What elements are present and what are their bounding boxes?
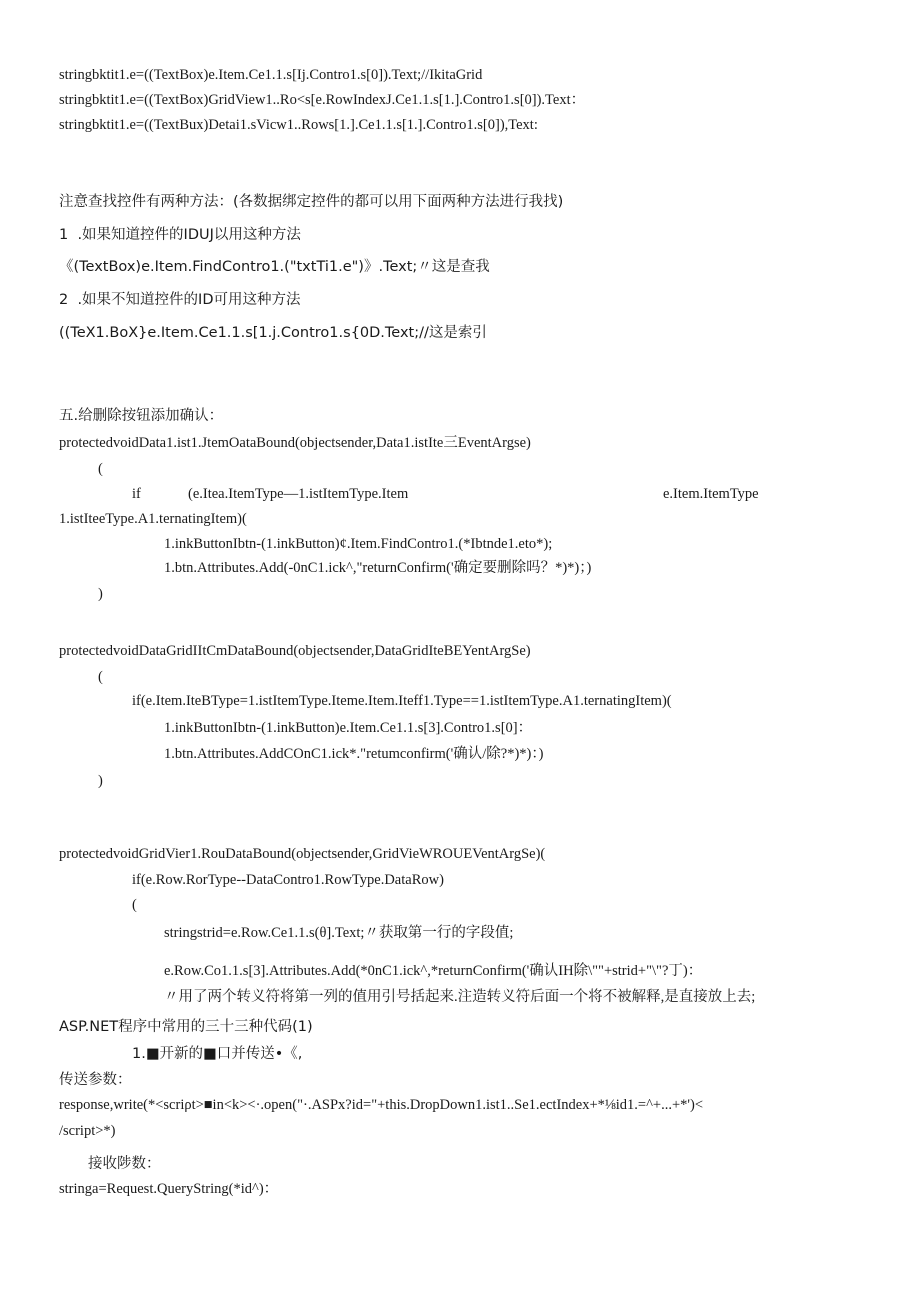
label-text: 接收陟数： (88, 1156, 161, 1172)
code-line: e.Row.Co1.1.s[3].Attributes.Add(*0nC1.ick^,*returnConfirm('确认IH除\""+strid+"\"?丁)： (164, 963, 703, 979)
section-heading: 五.给删除按钮添加确认： (59, 408, 224, 424)
code-line: response,write(*<scriρt>■in<k><·.open("·.ASPx?id="+this.DropDown1.ist1..Se1.ectIndex+*⅛id1.=^+...+*')< (59, 1097, 704, 1113)
code-line: if(e.Item.IteBType=1.istItemType.Iteme.Item.Iteff1.Type==1.istItemType.A1.ternatingItem)( (132, 693, 672, 709)
list-item: 1.■开新的■口并传送•《, (132, 1046, 303, 1062)
code-line: 1.istIteeType.A1.ternatingItem)( (59, 511, 247, 527)
code-line: 1.inkButtonIbtn-(1.inkButton)e.Item.Ce1.1.s[3].Contro1.s[0]： (164, 720, 533, 736)
code-line: protectedvoidDataGridIItCmDataBound(objectsender,DataGridIteBEYentArgSe) (59, 643, 531, 659)
code-line: ( (132, 897, 137, 913)
label-text: 传送参数： (59, 1072, 132, 1088)
code-line: ) (98, 773, 103, 789)
code-line: protectedvoidGridVier1.RouDataBound(objectsender,GridVieWROUEVentArgSe)( (59, 846, 546, 862)
code-comment: 〃用了两个转义符将第一列的值用引号括起来.注造转义符后面一个将不被解释,是直接放上去; (164, 989, 756, 1005)
code-line: /script>*) (59, 1123, 116, 1139)
code-line: stringbktit1.e=((TextBox)e.Item.Ce1.1.s[Ij.Contro1.s[0]).Text;//IkitaGrid (59, 67, 483, 83)
code-line: ( (98, 669, 103, 685)
code-line: ( (98, 461, 103, 477)
code-line: 1.btn.Attributes.Add(-0nC1.ick^,"returnConfirm('确定要删除吗？*)*)；) (164, 560, 592, 576)
code-line: e.Item.ItemType (663, 486, 759, 502)
code-line: ) (98, 586, 103, 602)
list-item: 1 .如果知道控件的IDUJ以用这种方法 (59, 227, 301, 243)
code-line: 《(TextBox)e.Item.FindContro1.("txtTi1.e")》.Text;〃这是查我 (59, 259, 490, 275)
code-line: 1.inkButtonIbtn-(1.inkButton)¢.Item.FindContro1.(*Ibtnde1.eto*); (164, 536, 553, 552)
list-item: 2 .如果不知道控件的ID可用这种方法 (59, 292, 301, 308)
code-line: protectedvoidData1.ist1.JtemOataBound(objectsender,Data1.istIte三EventArgse) (59, 435, 531, 451)
section-heading: ASP.NET程序中常用的三十三种代码(1) (59, 1019, 313, 1035)
code-line: (e.Itea.ItemType—1.istItemType.Item (188, 486, 409, 502)
code-line: stringa=Request.QueryString(*id^)： (59, 1181, 279, 1197)
code-line: stringbktit1.e=((TextBux)Detai1.sVicw1..Rows[1.].Ce1.1.s[1.].Contro1.s[0]),Text: (59, 117, 538, 133)
code-line: 1.btn.Attributes.AddCOnC1.ick*."retumconfirm('确认/除?*)*)：) (164, 746, 544, 762)
code-line: if(e.Row.RorType--DataContro1.RowType.DataRow) (132, 872, 444, 888)
code-line: ((TeX1.BoX}e.Item.Ce1.1.s[1.j.Contro1.s{0D.Text;//这是索引 (59, 325, 487, 341)
code-line: if (132, 486, 141, 502)
code-line: stringstrid=e.Row.Ce1.1.s(θ].Text;〃获取第一行的字段值; (164, 925, 514, 941)
note-text: 注意查找控件有两种方法：(各数据绑定控件的都可以用下面两种方法进行我找) (59, 194, 564, 210)
code-line: stringbktit1.e=((TextBox)GridView1..Ro<s[e.RowIndexJ.Ce1.1.s[1.].Contro1.s[0]).Text： (59, 92, 586, 108)
